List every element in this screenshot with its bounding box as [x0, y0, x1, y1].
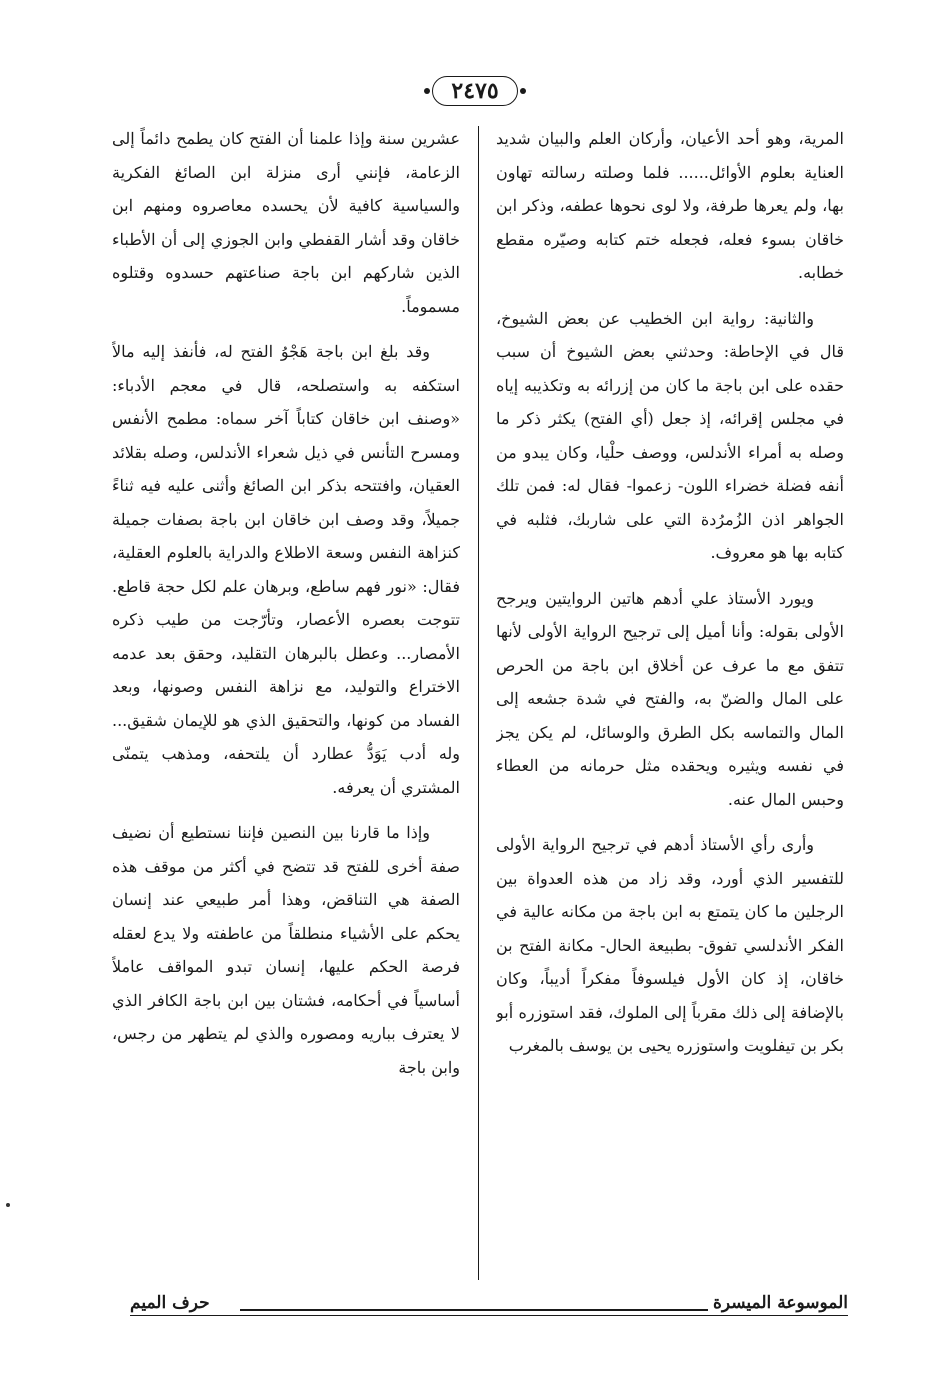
- paragraph: المرية، وهو أحد الأعيان، وأركان العلم والبيان شديد العناية بعلوم الأوائل...... فلما وصلته رسالته تهاون بها، ولم يعرها طرفة، ولا لوى نحوها عطفه، وذكر ابن خاقان بسوء فعله، فجعله ختم كتابه وصيّره مقطع خطابه.: [496, 129, 844, 282]
- paragraph: وقد بلغ ابن باجة هَجْوُ الفتح له، فأنفذ إليه مالاً استكفه به واستصلحه، قال في معجم الأدباء: «وصنف ابن خاقان كتاباً آخر سماه: مطمح الأنفس ومسرح التأنس في ذيل شعراء الأندلس، وصله بقلائد العقيان، وافتتحه بذكر ابن الصائغ وأثنى عليه فيه ثناءً جميلاً، وقد وصف ابن خاقان ابن باجة بصفات جميلة كنزاهة النفس وسعة الاطلاع والدراية بالعلوم العقلية، فقال: «نور فهم ساطع، وبرهان علم لكل حجة قاطع. تتوجت بعصره الأعصار، وتأرّجت من طيب ذكره الأمصار... وعطل بالبرهان التقليد، وحقق بعد عدمه الاختراع والتوليد، مع نزاهة النفس وصونها، وبعد الفساد من كونها، والتحقيق الذي هو للإيمان شقيق... وله أدب يَوَدُّ عطارد أن يلتحفه، ومذهب يتمنّى المشتري أن يعرفه.: [112, 342, 460, 797]
- left-column: [112, 122, 460, 1282]
- page-footer: [130, 1293, 848, 1327]
- paragraph: ويورد الأستاذ علي أدهم هاتين الروايتين ويرجح الأولى بقوله: وأنا أميل إلى ترجيح الرواية الأولى لأنها تتفق مع ما عرف عن أخلاق ابن باجة من الحرص على المال والضنّ به، والفتح في شدة جشعه إلى المال والتماسه بكل الطرق والوسائل، لم يكن يجز في نفسه ويثيره ويحقده مثل حرمانه من العطاء وحبس المال عنه.: [496, 588, 844, 809]
- scan-speck: [6, 1203, 10, 1207]
- ornament-dot-right: [520, 88, 526, 94]
- footer-rule: [240, 1309, 708, 1311]
- page-number-frame: [432, 76, 518, 106]
- paragraph: وأرى رأي الأستاذ أدهم في ترجيح الرواية الأولى للتفسير الذي أورد، وقد زاد من هذه العدواة بين الرجلين ما كان يتمتع به ابن باجة من مكانه عالية في الفكر الأندلسي تفوق- بطبيعة الحال- مكانة الفتح بن خاقان، إذ كان الأول فيلسوفاً مفكراً أديباً، وكان بالإضافة إلى ذلك مقرباً إلى الملوك، فقد استوزره أبو بكر بن تيفلويت واستوزره يحيى بن يوسف بالمغرب: [496, 835, 844, 1055]
- ornament-dot-left: [424, 88, 430, 94]
- paragraph: عشرين سنة وإذا علمنا أن الفتح كان يطمح دائماً إلى الزعامة، فإنني أرى منزلة ابن الصائغ الفكرية والسياسية كافية لأن يحسده معاصروه ومنهم ابن خاقان وقد أشار القفطي وابن الجوزي إلى أن الأطباء الذين شاركهم ابن باجة صناعتهم حسدوه وقتلوه مسموماً.: [112, 129, 460, 316]
- page-number-header: [0, 72, 929, 112]
- encyclopedia-title: الموسوعة الميسرة: [712, 1293, 848, 1313]
- footer-underline: [130, 1315, 848, 1316]
- paragraph: وإذا ما قارنا بين النصين فإننا نستطيع أن نضيف صفة أخرى للفتح قد تتضح في أكثر من موقف هذه الصفة هي التناقض، وهذا أمر طبيعي عند إنسان يحكم على الأشياء منطلقاً من عاطفته ولا يدع لعقله فرصة الحكم عليها، إنسان تبدو المواقف عاملاً أساسياً في أحكامه، فشتان بين ابن باجة الكافر الذي لا يعترف بباريه ومصوره والذي لم يتطهر من رجس، وابن باجة: [112, 823, 460, 1077]
- paragraph: والثانية: رواية ابن الخطيب عن بعض الشيوخ، قال في الإحاطة: وحدثني بعض الشيوخ أن سبب حقده على ابن باجة ما كان من إزرائه به وتكذيبه إياه في مجلس إقرائه، إذ جعل (أي الفتح) يكثر ذكر ما وصله به أمراء الأندلس، ووصف حلْيا، وكان يبدو من أنفه فضلة خضراء اللون- زعموا- فقال له: فمن تلك الجواهر اذن الزُمرُدة التي على شاربك، فثلبه في كتابه بها هو معروف.: [496, 308, 844, 562]
- right-column: [496, 122, 844, 1282]
- page-number: ٢٤٧٥: [451, 78, 499, 104]
- column-divider: [478, 126, 479, 1280]
- section-label: حرف الميم: [130, 1293, 210, 1313]
